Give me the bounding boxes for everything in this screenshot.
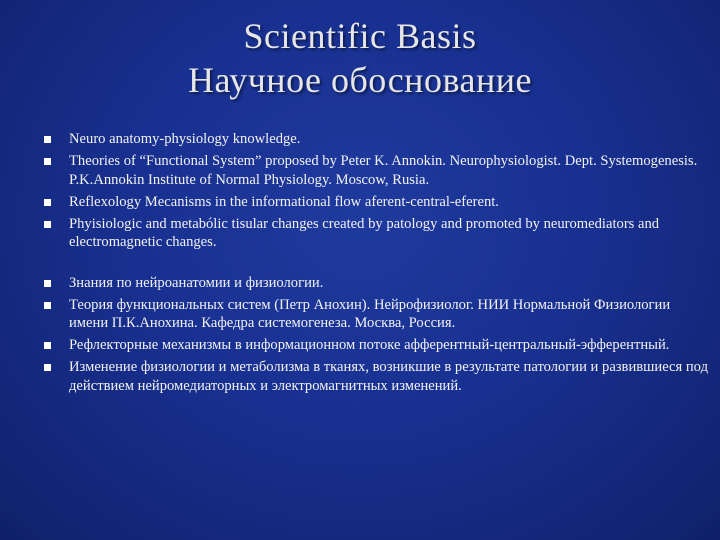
bullet-text: Reflexology Mecanisms in the informational flow aferent-central-eferent. [69, 193, 499, 210]
title-line-russian: Научное обоснование [188, 60, 532, 100]
square-bullet-icon [44, 158, 51, 165]
square-bullet-icon [44, 280, 51, 287]
bullet-text: Знания по нейроанатомии и физиологии. [69, 274, 324, 291]
square-bullet-icon [44, 199, 51, 206]
bullet-text: Теория функциональных систем (Петр Анохин). Нейрофизиолог. НИИ Нормальной Физиологии имени П.К.Анохина. Кафедра системогенеза. Москва, Россия. [69, 296, 671, 331]
bullet-item [40, 336, 712, 354]
bullet-text: Изменение физиологии и метаболизма в тканях, возникшие в результате патологии и развившиеся под действием нейромедиаторных и электромагнитных изменений. [69, 359, 708, 394]
square-bullet-icon [44, 136, 51, 143]
bullet-text: Phyisiologic and metabólic tisular changes created by patology and promoted by neuromediators and electromagnetic changes. [69, 215, 660, 251]
square-bullet-icon [44, 221, 51, 228]
bullet-item [40, 130, 712, 148]
title-line-english: Scientific Basis [243, 16, 477, 56]
bullet-list [40, 130, 712, 399]
square-bullet-icon [44, 302, 51, 309]
square-bullet-icon [44, 342, 51, 349]
bullet-item [40, 358, 712, 395]
bullet-text: Neuro anatomy-physiology knowledge. [69, 131, 301, 147]
bullet-text: Theories of “Functional System” proposed by Peter K. Annokin. Neurophysiologist. Dept. Systemogenesis. P.K.Annokin Institute of Normal Physiology. Moscow, Rusia. [69, 153, 698, 188]
bullet-item [40, 152, 712, 189]
square-bullet-icon [44, 364, 51, 371]
bullet-item [40, 215, 712, 252]
slide-title [0, 14, 720, 102]
bullet-text: Рефлекторные механизмы в информационном потоке афферентный-центральный-эфферентный. [69, 337, 670, 354]
bullet-item [40, 296, 712, 333]
bullet-item [40, 274, 712, 292]
bullet-item [40, 193, 712, 211]
